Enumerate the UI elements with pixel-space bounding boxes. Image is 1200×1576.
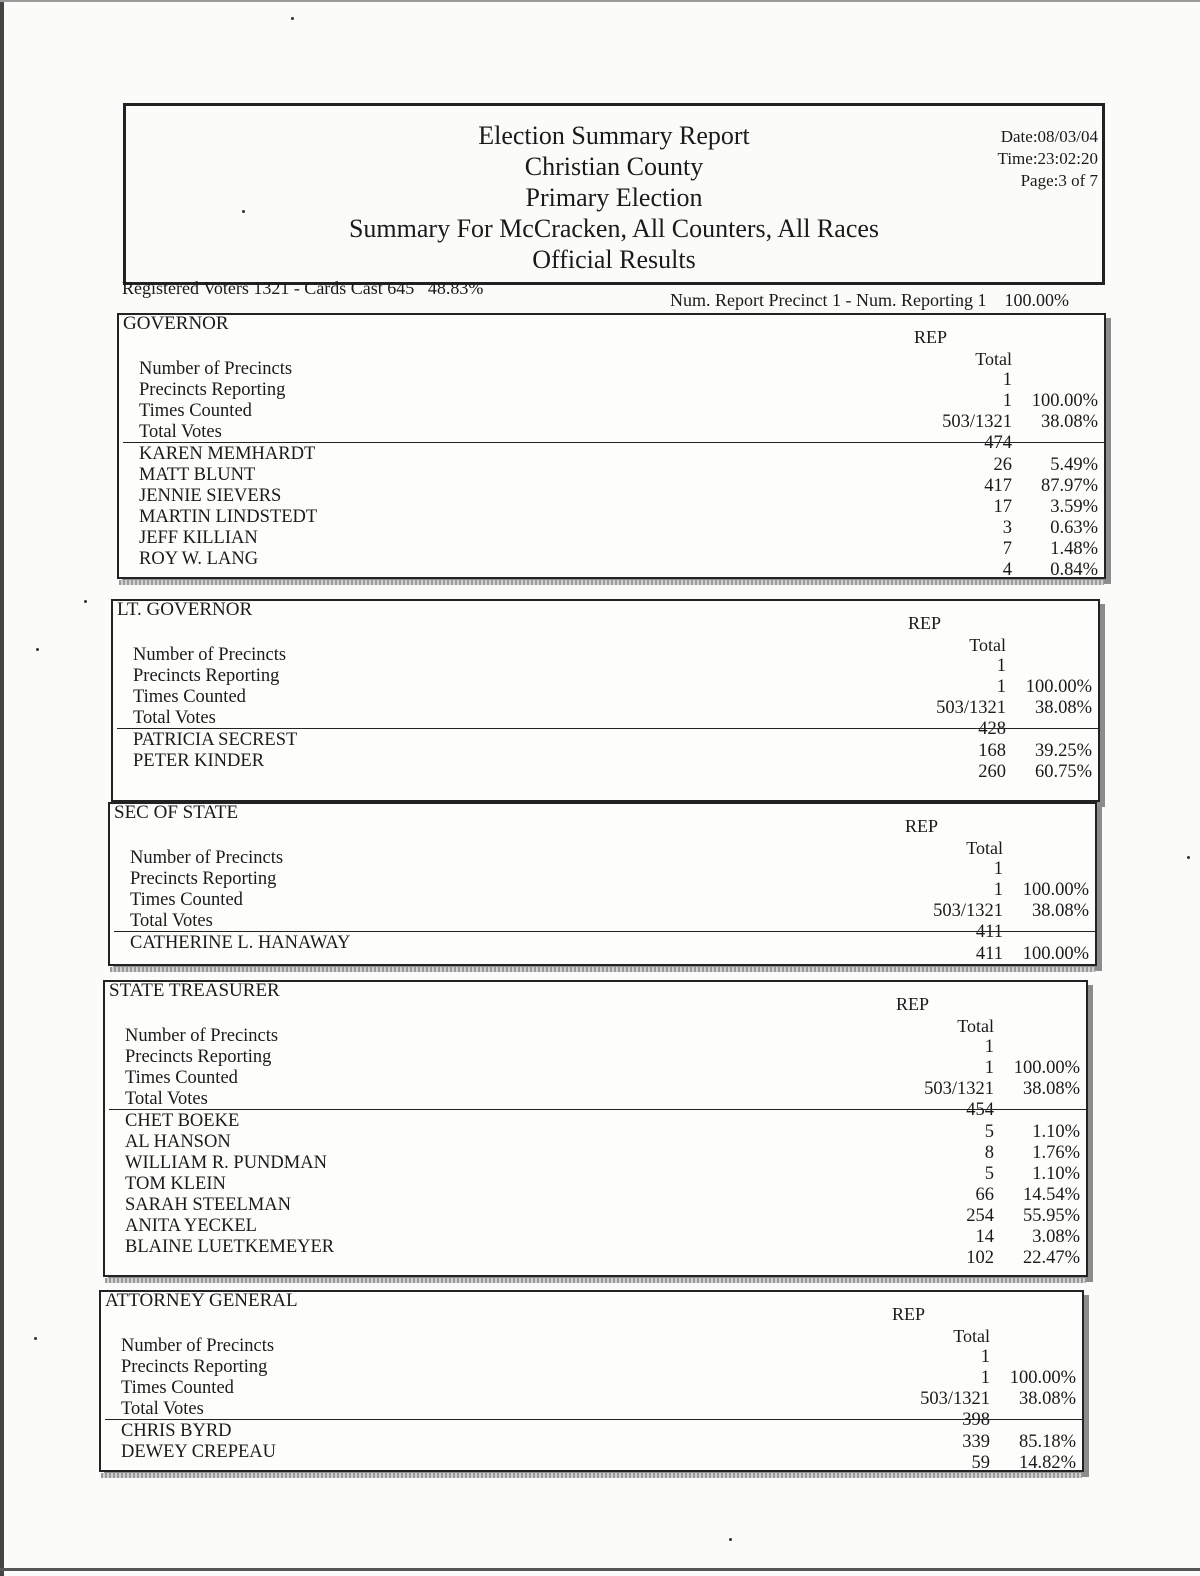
total-votes-label: Total Votes [121,1399,204,1419]
candidate-pct: 3.08% [1032,1227,1080,1247]
election-name: Primary Election [525,183,703,212]
number-of-precincts-label: Number of Precincts [130,848,284,868]
divider [105,1419,1082,1420]
candidate-pct: 0.63% [1050,518,1098,538]
box-shadow-band [101,1473,1082,1478]
scan-speck [291,17,294,20]
total-votes-value: 474 [984,433,1012,453]
total-header: Total [966,838,1003,858]
race-title: STATE TREASURER [109,980,280,1001]
race-title: SEC OF STATE [114,802,239,823]
registered-voters [122,278,483,299]
candidate-result-row [119,560,1104,581]
times-counted-value: 503/1321 [933,901,1003,921]
candidate-name: PETER KINDER [133,751,265,771]
candidate-pct: 1.76% [1032,1143,1080,1163]
candidate-name: DEWEY CREPEAU [121,1442,277,1462]
candidate-votes: 339 [962,1432,990,1452]
times-counted-value: 503/1321 [924,1079,994,1099]
candidate-votes: 5 [984,1122,994,1142]
registered-voters-pct: 48.83% [427,278,484,298]
total-header: Total [953,1326,990,1346]
scan-speck [34,1337,37,1340]
precincts-reporting-label: Precincts Reporting [130,869,277,889]
precinct-reporting-pct: 100.00% [1004,290,1069,310]
report-page: Page:3 of 7 [1020,171,1098,190]
candidate-pct: 3.59% [1050,497,1098,517]
precincts-reporting-pct: 100.00% [1022,880,1089,900]
race-section [111,599,1100,802]
report-title-block [126,120,1102,275]
number-of-precincts-value: 1 [980,1347,990,1367]
precincts-reporting-pct: 100.00% [1025,677,1092,697]
county-name: Christian County [524,152,704,181]
candidate-votes: 260 [978,762,1006,782]
box-shadow-band [119,580,1104,585]
candidate-pct: 100.00% [1022,944,1089,964]
number-of-precincts-label: Number of Precincts [139,359,293,379]
total-votes-label: Total Votes [130,911,213,931]
race-section [117,313,1106,579]
box-shadow-band [110,967,1095,972]
candidate-votes: 254 [966,1206,994,1226]
precinct-reporting [670,290,1069,311]
box-shadow-band [105,1278,1086,1283]
report-meta [998,126,1098,192]
candidate-pct: 5.49% [1050,455,1098,475]
candidate-votes: 14 [975,1227,994,1247]
precincts-reporting-value: 1 [980,1368,990,1388]
party-label: REP [914,327,948,347]
candidate-name: CHRIS BYRD [121,1421,232,1441]
precincts-reporting-value: 1 [993,880,1003,900]
race-title: LT. GOVERNOR [117,599,253,620]
report-header [123,103,1105,285]
candidate-name: WILLIAM R. PUNDMAN [125,1153,327,1173]
candidate-pct: 0.84% [1050,560,1098,580]
precincts-reporting-pct: 100.00% [1009,1368,1076,1388]
precincts-reporting-pct: 100.00% [1013,1058,1080,1078]
times-counted-label: Times Counted [133,687,246,707]
candidate-votes: 7 [1002,539,1012,559]
number-of-precincts-value: 1 [993,859,1003,879]
total-votes-value: 411 [975,922,1003,942]
precinct-reporting-text: Num. Report Precinct 1 - Num. Reporting 1 [670,290,987,310]
race-section [99,1290,1084,1472]
candidate-pct: 14.54% [1022,1185,1080,1205]
candidate-result-row [110,944,1095,965]
total-votes-label: Total Votes [139,422,222,442]
results-status: Official Results [532,245,696,274]
candidate-votes: 411 [975,944,1003,964]
candidate-pct: 14.82% [1018,1453,1076,1473]
total-header: Total [957,1016,994,1036]
scan-speck [729,1538,732,1541]
page-edge [0,0,4,1576]
candidate-votes: 17 [993,497,1012,517]
party-label: REP [905,816,939,836]
times-counted-pct: 38.08% [1022,1079,1080,1099]
times-counted-label: Times Counted [121,1378,234,1398]
candidate-pct: 55.95% [1022,1206,1080,1226]
divider [114,931,1095,932]
party-label: REP [896,994,930,1014]
candidate-result-row [113,762,1098,783]
candidate-votes: 4 [1002,560,1012,580]
candidate-pct: 1.10% [1032,1122,1080,1142]
total-votes-label: Total Votes [133,708,216,728]
candidate-votes: 3 [1002,518,1012,538]
precincts-reporting-label: Precincts Reporting [125,1047,272,1067]
candidate-name: AL HANSON [125,1132,231,1152]
candidate-pct: 22.47% [1022,1248,1080,1268]
race-section [108,802,1097,966]
number-of-precincts-value: 1 [1002,370,1012,390]
total-votes-value: 454 [966,1100,994,1120]
times-counted-pct: 38.08% [1031,901,1089,921]
precincts-reporting-value: 1 [1002,391,1012,411]
registered-voters-text: Registered Voters 1321 - Cards Cast 645 [122,278,415,298]
total-header: Total [969,635,1006,655]
party-label: REP [892,1304,926,1324]
number-of-precincts-value: 1 [996,656,1006,676]
candidate-name: TOM KLEIN [125,1174,226,1194]
report-title: Election Summary Report [478,121,750,150]
report-time: Time:23:02:20 [997,149,1098,168]
times-counted-value: 503/1321 [942,412,1012,432]
candidate-result-row [105,1248,1086,1269]
page-edge-bottom [0,1568,1200,1571]
candidate-pct: 39.25% [1034,741,1092,761]
precincts-reporting-value: 1 [996,677,1006,697]
number-of-precincts-label: Number of Precincts [133,645,287,665]
total-header: Total [975,349,1012,369]
scan-speck [1187,856,1190,859]
candidate-name: ANITA YECKEL [125,1216,257,1236]
divider [117,728,1098,729]
times-counted-label: Times Counted [125,1068,238,1088]
precincts-reporting-label: Precincts Reporting [133,666,280,686]
candidate-name: CHET BOEKE [125,1111,240,1131]
precincts-reporting-label: Precincts Reporting [121,1357,268,1377]
candidate-pct: 87.97% [1040,476,1098,496]
candidate-name: MATT BLUNT [139,465,256,485]
times-counted-value: 503/1321 [936,698,1006,718]
number-of-precincts-label: Number of Precincts [121,1336,275,1356]
candidate-votes: 59 [971,1453,990,1473]
candidate-pct: 1.10% [1032,1164,1080,1184]
precincts-reporting-label: Precincts Reporting [139,380,286,400]
divider [109,1109,1086,1110]
scan-speck [84,600,87,603]
candidate-votes: 168 [978,741,1006,761]
candidate-pct: 85.18% [1018,1432,1076,1452]
total-votes-value: 398 [962,1410,990,1430]
candidate-votes: 26 [993,455,1012,475]
times-counted-pct: 38.08% [1018,1389,1076,1409]
candidate-votes: 102 [966,1248,994,1268]
report-date: Date:08/03/04 [1000,127,1098,146]
number-of-precincts-value: 1 [984,1037,994,1057]
candidate-result-row [101,1453,1082,1474]
times-counted-pct: 38.08% [1034,698,1092,718]
scan-speck [36,648,39,651]
precincts-reporting-pct: 100.00% [1031,391,1098,411]
race-section [103,980,1088,1277]
times-counted-pct: 38.08% [1040,412,1098,432]
page-edge-top [0,0,1200,2]
candidate-name: JENNIE SIEVERS [139,486,282,506]
candidate-name: PATRICIA SECREST [133,730,298,750]
party-label: REP [908,613,942,633]
race-title: GOVERNOR [123,313,229,334]
candidate-name: ROY W. LANG [139,549,259,569]
candidate-votes: 8 [984,1143,994,1163]
candidate-name: KAREN MEMHARDT [139,444,316,464]
times-counted-value: 503/1321 [920,1389,990,1409]
number-of-precincts-label: Number of Precincts [125,1026,279,1046]
candidate-votes: 66 [975,1185,994,1205]
times-counted-label: Times Counted [139,401,252,421]
candidate-votes: 5 [984,1164,994,1184]
candidate-votes: 417 [984,476,1012,496]
race-title: ATTORNEY GENERAL [105,1290,298,1311]
total-votes-label: Total Votes [125,1089,208,1109]
divider [123,442,1104,443]
summary-scope: Summary For McCracken, All Counters, All Races [348,214,880,243]
candidate-name: CATHERINE L. HANAWAY [130,933,351,953]
total-votes-value: 428 [978,719,1006,739]
candidate-pct: 60.75% [1034,762,1092,782]
candidate-name: BLAINE LUETKEMEYER [125,1237,335,1257]
times-counted-label: Times Counted [130,890,243,910]
candidate-name: JEFF KILLIAN [139,528,258,548]
precincts-reporting-value: 1 [984,1058,994,1078]
candidate-pct: 1.48% [1050,539,1098,559]
candidate-name: SARAH STEELMAN [125,1195,291,1215]
candidate-name: MARTIN LINDSTEDT [139,507,318,527]
